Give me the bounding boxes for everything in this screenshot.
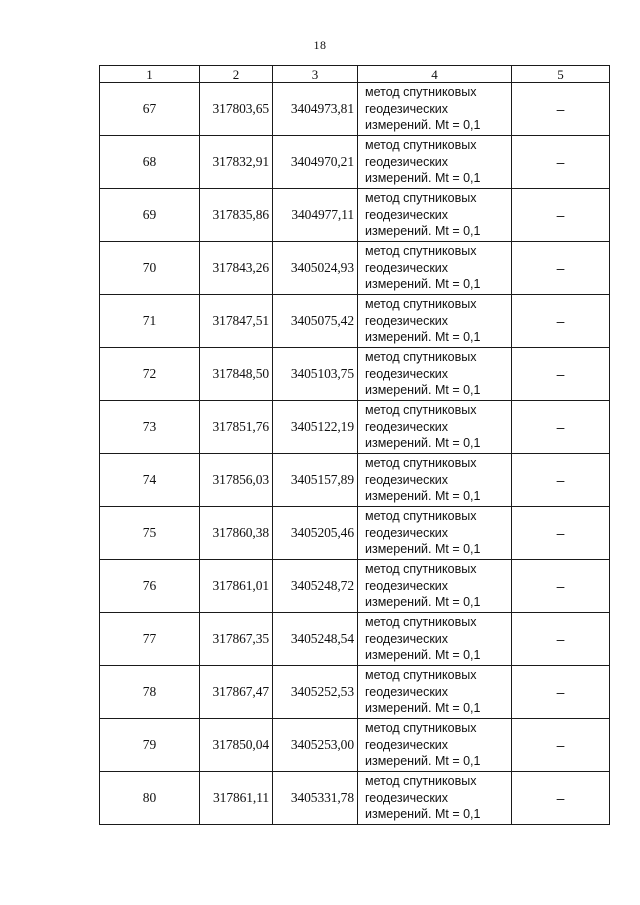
note-cell: – (512, 348, 610, 401)
method-line: метод спутниковых (365, 138, 477, 153)
note-cell: – (512, 295, 610, 348)
point-number-cell: 79 (100, 719, 200, 772)
method-cell (358, 719, 512, 772)
note-cell: – (512, 242, 610, 295)
method-cell (358, 136, 512, 189)
column-header-5: 5 (512, 66, 610, 83)
x-coordinate-cell: 317851,76 (200, 401, 273, 454)
method-cell (358, 613, 512, 666)
method-line: измерений. Mt = 0,1 (365, 118, 481, 133)
table-body (100, 83, 610, 825)
y-coordinate-cell: 3405157,89 (273, 454, 358, 507)
y-coordinate-cell: 3404973,81 (273, 83, 358, 136)
point-number-cell: 77 (100, 613, 200, 666)
method-line: метод спутниковых (365, 85, 477, 100)
note-cell: – (512, 454, 610, 507)
point-number-cell: 67 (100, 83, 200, 136)
method-cell (358, 242, 512, 295)
method-line: метод спутниковых (365, 509, 477, 524)
table-row (100, 719, 610, 772)
x-coordinate-cell: 317861,01 (200, 560, 273, 613)
x-coordinate-cell: 317861,11 (200, 772, 273, 825)
point-number-cell: 74 (100, 454, 200, 507)
method-line: метод спутниковых (365, 244, 477, 259)
point-number-cell: 72 (100, 348, 200, 401)
method-line: геодезических (365, 260, 449, 275)
y-coordinate-cell: 3405252,53 (273, 666, 358, 719)
method-line: метод спутниковых (365, 456, 477, 471)
x-coordinate-cell: 317843,26 (200, 242, 273, 295)
method-line: метод спутниковых (365, 297, 477, 312)
page-number: 18 (313, 38, 327, 52)
method-line: геодезических (365, 578, 449, 593)
method-line: измерений. Mt = 0,1 (365, 701, 481, 716)
note-cell: – (512, 507, 610, 560)
x-coordinate-cell: 317847,51 (200, 295, 273, 348)
method-line: метод спутниковых (365, 721, 477, 736)
y-coordinate-cell: 3405024,93 (273, 242, 358, 295)
method-line: измерений. Mt = 0,1 (365, 542, 481, 557)
point-number-cell: 68 (100, 136, 200, 189)
method-line: геодезических (365, 101, 449, 116)
x-coordinate-cell: 317832,91 (200, 136, 273, 189)
method-line: метод спутниковых (365, 615, 477, 630)
method-cell (358, 454, 512, 507)
note-cell: – (512, 666, 610, 719)
method-line: метод спутниковых (365, 403, 477, 418)
table-header-row (100, 66, 610, 83)
table-row (100, 136, 610, 189)
method-line: метод спутниковых (365, 774, 477, 789)
method-cell (358, 666, 512, 719)
x-coordinate-cell: 317850,04 (200, 719, 273, 772)
point-number-cell: 70 (100, 242, 200, 295)
method-line: измерений. Mt = 0,1 (365, 224, 481, 239)
x-coordinate-cell: 317867,35 (200, 613, 273, 666)
table-row (100, 560, 610, 613)
method-line: измерений. Mt = 0,1 (365, 383, 481, 398)
table-row (100, 507, 610, 560)
x-coordinate-cell: 317860,38 (200, 507, 273, 560)
method-line: геодезических (365, 472, 449, 487)
method-line: метод спутниковых (365, 350, 477, 365)
method-line: геодезических (365, 366, 449, 381)
y-coordinate-cell: 3405248,54 (273, 613, 358, 666)
x-coordinate-cell: 317835,86 (200, 189, 273, 242)
column-header-1: 1 (100, 66, 200, 83)
method-line: измерений. Mt = 0,1 (365, 330, 481, 345)
note-cell: – (512, 401, 610, 454)
method-line: метод спутниковых (365, 191, 477, 206)
method-line: геодезических (365, 525, 449, 540)
method-line: геодезических (365, 737, 449, 752)
column-header-3: 3 (273, 66, 358, 83)
x-coordinate-cell: 317803,65 (200, 83, 273, 136)
table-row (100, 295, 610, 348)
method-cell (358, 189, 512, 242)
method-line: геодезических (365, 684, 449, 699)
method-line: измерений. Mt = 0,1 (365, 171, 481, 186)
method-line: измерений. Mt = 0,1 (365, 595, 481, 610)
y-coordinate-cell: 3404977,11 (273, 189, 358, 242)
y-coordinate-cell: 3405331,78 (273, 772, 358, 825)
y-coordinate-cell: 3405122,19 (273, 401, 358, 454)
method-cell (358, 560, 512, 613)
x-coordinate-cell: 317867,47 (200, 666, 273, 719)
point-number-cell: 75 (100, 507, 200, 560)
note-cell: – (512, 613, 610, 666)
table-row (100, 401, 610, 454)
point-number-cell: 73 (100, 401, 200, 454)
method-line: геодезических (365, 790, 449, 805)
method-line: геодезических (365, 631, 449, 646)
note-cell: – (512, 83, 610, 136)
method-cell (358, 401, 512, 454)
y-coordinate-cell: 3405253,00 (273, 719, 358, 772)
method-cell (358, 772, 512, 825)
point-number-cell: 78 (100, 666, 200, 719)
x-coordinate-cell: 317848,50 (200, 348, 273, 401)
method-line: измерений. Mt = 0,1 (365, 489, 481, 504)
method-line: измерений. Mt = 0,1 (365, 648, 481, 663)
method-cell (358, 295, 512, 348)
method-line: измерений. Mt = 0,1 (365, 277, 481, 292)
method-line: геодезических (365, 207, 449, 222)
method-cell (358, 507, 512, 560)
y-coordinate-cell: 3405248,72 (273, 560, 358, 613)
method-cell (358, 348, 512, 401)
method-cell (358, 83, 512, 136)
note-cell: – (512, 719, 610, 772)
y-coordinate-cell: 3405103,75 (273, 348, 358, 401)
table-row (100, 613, 610, 666)
method-line: метод спутниковых (365, 562, 477, 577)
table-row (100, 772, 610, 825)
point-number-cell: 76 (100, 560, 200, 613)
table-row (100, 348, 610, 401)
table-row (100, 83, 610, 136)
point-number-cell: 71 (100, 295, 200, 348)
note-cell: – (512, 560, 610, 613)
column-header-2: 2 (200, 66, 273, 83)
method-line: геодезических (365, 313, 449, 328)
point-number-cell: 80 (100, 772, 200, 825)
table-row (100, 189, 610, 242)
column-header-4: 4 (358, 66, 512, 83)
method-line: измерений. Mt = 0,1 (365, 436, 481, 451)
table-row (100, 666, 610, 719)
method-line: измерений. Mt = 0,1 (365, 807, 481, 822)
x-coordinate-cell: 317856,03 (200, 454, 273, 507)
method-line: геодезических (365, 419, 449, 434)
method-line: геодезических (365, 154, 449, 169)
point-number-cell: 69 (100, 189, 200, 242)
table-row (100, 242, 610, 295)
method-line: метод спутниковых (365, 668, 477, 683)
note-cell: – (512, 772, 610, 825)
y-coordinate-cell: 3404970,21 (273, 136, 358, 189)
y-coordinate-cell: 3405205,46 (273, 507, 358, 560)
table-row (100, 454, 610, 507)
method-line: измерений. Mt = 0,1 (365, 754, 481, 769)
coordinates-table (99, 65, 610, 825)
note-cell: – (512, 136, 610, 189)
y-coordinate-cell: 3405075,42 (273, 295, 358, 348)
note-cell: – (512, 189, 610, 242)
